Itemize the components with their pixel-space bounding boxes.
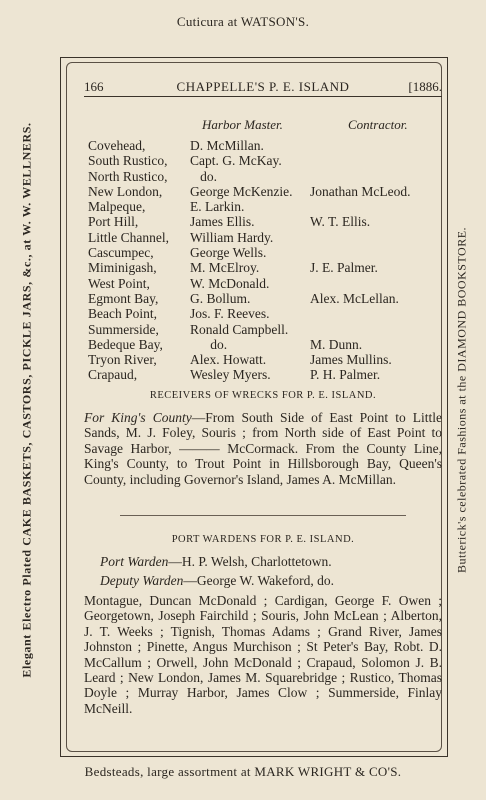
port-warden-line <box>100 554 332 570</box>
harbor-master: Wesley Myers. <box>190 367 271 383</box>
contractor: Jonathan McLeod. <box>310 183 411 199</box>
harbor-master: do. <box>190 336 228 352</box>
table-row <box>88 291 438 306</box>
table-row <box>88 245 438 260</box>
right-side-advertisement: Butterick's celebrated Fashions at the DIAMOND BOOKSTORE. <box>454 226 469 574</box>
port-warden-value: —H. P. Welsh, Charlottetown. <box>168 554 332 569</box>
harbor-place: Beach Point, <box>88 306 157 322</box>
harbor-place: Crapaud, <box>88 367 138 383</box>
table-row <box>88 169 438 184</box>
harbor-place: North Rustico, <box>88 168 168 184</box>
contractor: Alex. McLellan. <box>310 290 399 306</box>
top-advertisement: Cuticura at WATSON'S. <box>176 14 310 29</box>
harbor-master: D. McMillan. <box>190 138 264 153</box>
harbor-master: Ronald Campbell. <box>190 321 289 337</box>
harbor-place: West Point, <box>88 275 150 291</box>
harbor-master: George Wells. <box>190 245 267 261</box>
harbor-place: New London, <box>88 183 163 199</box>
contractor: James Mullins. <box>310 352 392 368</box>
table-row <box>88 153 438 168</box>
table-row <box>88 337 438 352</box>
harbor-table <box>88 138 438 383</box>
harbor-master: James Ellis. <box>190 214 255 230</box>
table-row <box>88 260 438 275</box>
page-number: 166 <box>84 79 104 94</box>
bottom-advertisement: Bedsteads, large assortment at MARK WRIGHT & CO'S. <box>84 764 402 779</box>
wrecks-paragraph <box>84 410 442 487</box>
harbor-place: Egmont Bay, <box>88 290 159 306</box>
harbor-place: Cascumpec, <box>88 245 154 261</box>
harbor-master: Alex. Howatt. <box>190 352 267 368</box>
harbor-place: South Rustico, <box>88 153 168 169</box>
harbor-master: do. <box>190 168 217 184</box>
contractor-column-header: Contractor. <box>348 117 408 132</box>
table-row <box>88 184 438 199</box>
deputy-warden-value: —George W. Wakeford, do. <box>183 573 335 588</box>
table-row <box>88 199 438 214</box>
harbor-place: Port Hill, <box>88 214 139 230</box>
harbor-master: W. McDonald. <box>190 275 270 291</box>
header-rule <box>84 96 442 97</box>
wrecks-heading: RECEIVERS OF WRECKS FOR P. E. ISLAND. <box>149 390 377 401</box>
contractor: J. E. Palmer. <box>310 260 378 276</box>
section-divider <box>120 515 406 516</box>
left-side-advertisement: Elegant Electro Plated CAKE BASKETS, CASTORS, PICKLE JARS, &c., at W. W. WELLNERS. <box>19 122 34 678</box>
harbor-place: Tryon River, <box>88 352 157 368</box>
table-row <box>88 306 438 321</box>
harbor-master: M. McElroy. <box>190 260 260 276</box>
harbor-master: Jos. F. Reeves. <box>190 306 270 322</box>
harbor-place: Miminigash, <box>88 260 157 276</box>
table-row <box>88 322 438 337</box>
table-row <box>88 367 438 382</box>
harbor-master: George McKenzie. <box>190 183 293 199</box>
table-row <box>88 276 438 291</box>
table-row <box>88 138 438 153</box>
harbor-place: Summerside, <box>88 321 159 337</box>
table-row <box>88 352 438 367</box>
port-warden-label: Port Warden <box>100 554 169 569</box>
harbor-place: Little Channel, <box>88 229 169 245</box>
harbor-place: Covehead, <box>88 138 146 153</box>
harbor-master: G. Bollum. <box>190 290 251 306</box>
harbor-master: William Hardy. <box>190 229 274 245</box>
contractor: M. Dunn. <box>310 336 363 352</box>
harbor-place: Malpeque, <box>88 199 146 215</box>
contractor: W. T. Ellis. <box>310 214 371 230</box>
deputy-warden-label: Deputy Warden <box>100 573 184 588</box>
wardens-paragraph: Montague, Duncan McDonald ; Cardigan, George F. Owen ; Georgetown, Joseph Fairchild ; Souris, John McLean ; Alberton, J. T. Weeks ; Tignish, Thomas Adams ; Grand River, James Johnston ; Pinette, Angus Murchison ; St Peter's Bay, Robt. D. McCallum ; Orwell, John McDonald ; Crapaud, Solomon J. B. Leard ; New London, James M. Squarebridge ; Rustico, Thomas Doyle ; Murray Harbor, James Clow ; Summerside, Finlay McNeill. <box>84 593 442 716</box>
harbor-master: Capt. G. McKay. <box>190 153 282 169</box>
table-row <box>88 214 438 229</box>
wrecks-body: —From South Side of East Point to Little Sands, M. J. Foley, Souris ; from North side of East Point to Savage Harbor, ——— McCormack. From the County Line, King's County, to Trout Point in Hillsborough Bay, Queen's County, including Governor's Island, James A. McMillan. <box>84 410 442 487</box>
harbor-master-column-header: Harbor Master. <box>202 117 283 132</box>
page-title: CHAPPELLE'S P. E. ISLAND <box>176 79 350 94</box>
harbor-place: Bedeque Bay, <box>88 336 163 352</box>
harbor-master: E. Larkin. <box>190 199 245 215</box>
deputy-warden-line <box>100 573 334 589</box>
wardens-heading: PORT WARDENS FOR P. E. ISLAND. <box>171 534 355 545</box>
table-row <box>88 230 438 245</box>
contractor: P. H. Palmer. <box>310 367 381 383</box>
wrecks-lead: For King's County <box>84 410 192 425</box>
page-year: [1886. <box>408 79 442 94</box>
